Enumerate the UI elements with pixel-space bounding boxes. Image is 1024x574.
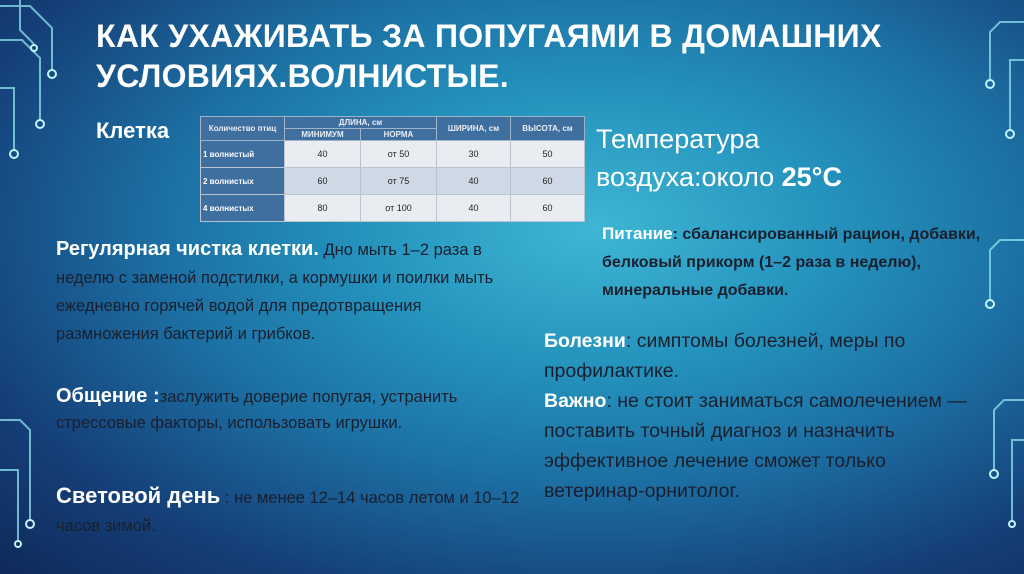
daylight-text: : не менее 12–14 часов летом и 10–12 часов зимой. — [56, 489, 520, 535]
diseases-heading: Болезни — [544, 330, 626, 352]
table-row — [201, 141, 585, 168]
cell-height: 60 — [511, 195, 585, 222]
title-line-2: УСЛОВИЯХ.ВОЛНИСТЫЕ. — [96, 58, 509, 94]
important-heading: Важно — [544, 390, 607, 412]
header-count: Количество птиц — [201, 117, 285, 141]
temperature-value: 25°С — [781, 162, 842, 192]
cleaning-paragraph — [56, 235, 526, 348]
diseases-text: : симптомы болезней, меры по профилактике. — [544, 330, 906, 382]
row-name: 2 волнистых — [201, 168, 285, 195]
row-name: 4 волнистых — [201, 195, 285, 222]
communication-text: заслужить доверие попугая, устранить стрессовые факторы, использовать игрушки. — [56, 388, 458, 432]
cell-width: 30 — [437, 141, 511, 168]
cage-label: Клетка — [96, 118, 170, 143]
header-length: ДЛИНА, см — [285, 117, 437, 129]
header-width: ШИРИНА, см — [437, 117, 511, 141]
table-row — [201, 168, 585, 195]
feeding-text: : сбалансированный рацион, добавки, белковый прикорм (1–2 раза в неделю), минеральные добавки. — [602, 226, 981, 299]
header-height: ВЫСОТА, см — [511, 117, 585, 141]
header-min: МИНИМУМ — [285, 129, 361, 141]
diseases-paragraph — [544, 326, 974, 506]
cell-norm: от 50 — [361, 141, 437, 168]
cell-norm: от 75 — [361, 168, 437, 195]
temperature-line-1: Температура — [596, 124, 760, 154]
temperature-line-2 — [596, 158, 926, 196]
page-title — [96, 16, 976, 96]
cell-min: 40 — [285, 141, 361, 168]
cell-norm: от 100 — [361, 195, 437, 222]
cell-height: 50 — [511, 141, 585, 168]
cell-height: 60 — [511, 168, 585, 195]
cell-width: 40 — [437, 168, 511, 195]
communication-heading: Общение : — [56, 385, 160, 407]
table-row — [201, 195, 585, 222]
cleaning-heading: Регулярная чистка клетки. — [56, 238, 319, 260]
important-line — [544, 386, 974, 506]
cell-min: 60 — [285, 168, 361, 195]
feeding-paragraph — [602, 220, 982, 305]
header-norm: НОРМА — [361, 129, 437, 141]
cage-size-table — [200, 116, 585, 222]
row-name: 1 волнистый — [201, 141, 285, 168]
temperature-block — [596, 120, 926, 196]
daylight-paragraph — [56, 482, 526, 540]
feeding-heading: Питание — [602, 224, 673, 243]
cell-min: 80 — [285, 195, 361, 222]
cell-width: 40 — [437, 195, 511, 222]
diseases-line — [544, 326, 974, 386]
temperature-label: воздуха:около — [596, 162, 782, 192]
cleaning-text: Дно мыть 1–2 раза в неделю с заменой подстилки, а кормушки и поилки мыть ежедневно горячей водой для предотвращения размножения бактерий и грибков. — [56, 241, 494, 343]
daylight-heading: Световой день — [56, 483, 221, 508]
communication-paragraph — [56, 383, 526, 436]
title-line-1: КАК УХАЖИВАТЬ ЗА ПОПУГАЯМИ В ДОМАШНИХ — [96, 18, 882, 54]
important-text: : не стоит заниматься самолечением — поставить точный диагноз и назначить эффективное лечение сможет только ветеринар-орнитолог. — [544, 390, 967, 502]
